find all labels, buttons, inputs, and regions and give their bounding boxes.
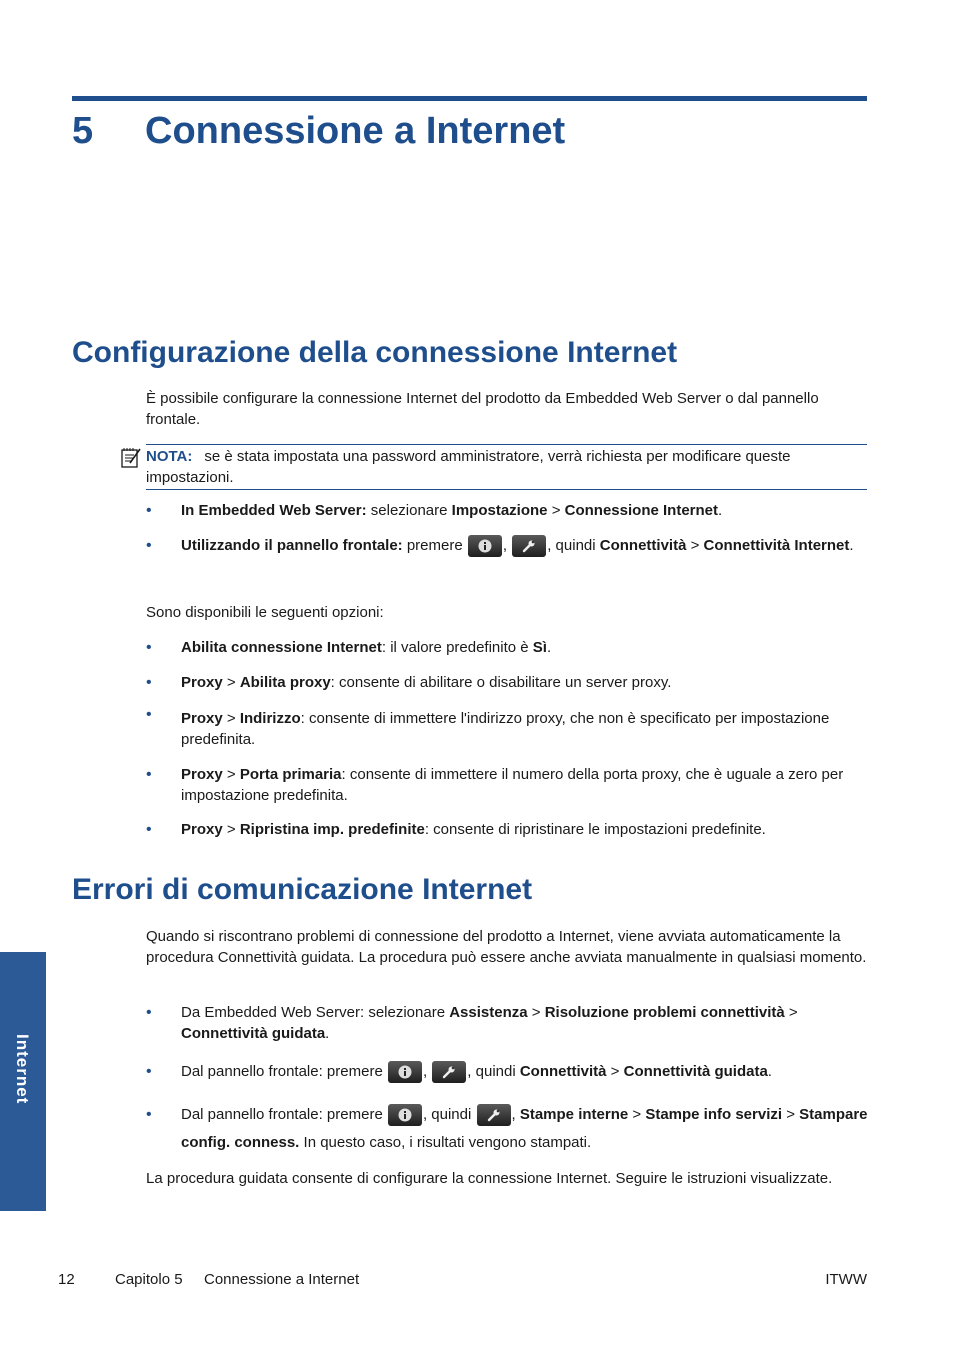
note-text: se è stata impostata una password amministratore, verrà richiesta per modificare queste impostazioni. — [146, 448, 791, 486]
wrench-button-icon — [477, 1104, 511, 1126]
list-item: • Abilita connessione Internet: il valore predefinito è Sì. — [146, 634, 868, 662]
wrench-button-icon — [512, 535, 546, 557]
list-item: • Utilizzando il pannello frontale: premere , , quindi Connettività > Connettività Internet. — [146, 532, 868, 560]
note-label: NOTA: — [146, 448, 193, 465]
chapter-top-rule — [72, 96, 867, 101]
note-icon — [120, 447, 142, 469]
side-tab-label: Internet — [13, 1034, 32, 1105]
section1-heading: Configurazione della connessione Internet — [72, 336, 678, 369]
list-item: • Dal pannello frontale: premere , , quindi Connettività > Connettività guidata. — [146, 1058, 868, 1086]
note-box — [146, 444, 867, 490]
list-item: • Proxy > Indirizzo: consente di immettere l'indirizzo proxy, che non è specificato per impostazione predefinita. — [146, 704, 868, 750]
section1-bullets — [146, 497, 868, 560]
footer-chapter-title: Connessione a Internet — [204, 1271, 360, 1288]
footer-chapter-label: Capitolo 5 — [115, 1271, 183, 1288]
list-item: • Proxy > Ripristina imp. predefinite: consente di ripristinare le impostazioni predefinite. — [146, 816, 868, 844]
list-item: • Da Embedded Web Server: selezionare Assistenza > Risoluzione problemi connettività > Connettività guidata. — [146, 1002, 868, 1044]
chapter-number: 5 — [72, 110, 94, 152]
section2-heading: Errori di comunicazione Internet — [72, 873, 533, 906]
section1-intro: È possibile configurare la connessione Internet del prodotto da Embedded Web Server o dal pannello frontale. — [146, 390, 819, 428]
info-button-icon — [388, 1061, 422, 1083]
list-item: • Dal pannello frontale: premere , quindi , Stampe interne > Stampe info servizi > Stampare config. conness. In questo caso, i risultati vengono stampati. — [146, 1101, 868, 1157]
chapter-heading — [72, 110, 565, 153]
options-intro: Sono disponibili le seguenti opzioni: — [146, 604, 384, 621]
side-tab — [0, 952, 46, 1211]
info-button-icon — [388, 1104, 422, 1126]
section2-closing: La procedura guidata consente di configurare la connessione Internet. Seguire le istruzioni visualizzate. — [146, 1170, 833, 1187]
list-item: • Proxy > Porta primaria: consente di immettere il numero della porta proxy, che è uguale a zero per impostazione predefinita. — [146, 764, 868, 806]
section2-bullets — [146, 1002, 868, 1157]
info-button-icon — [468, 535, 502, 557]
list-item: • Proxy > Abilita proxy: consente di abilitare o disabilitare un server proxy. — [146, 669, 868, 697]
chapter-title: Connessione a Internet — [145, 110, 566, 152]
options-list — [146, 634, 868, 844]
wrench-button-icon — [432, 1061, 466, 1083]
footer-locale: ITWW — [825, 1271, 867, 1288]
footer-page-number: 12 — [58, 1271, 75, 1288]
section2-intro: Quando si riscontrano problemi di connessione del prodotto a Internet, viene avviata automaticamente la procedura Connettività guidata. La procedura può essere anche avviata manualmente in qualsiasi momento. — [146, 928, 867, 966]
list-item: • In Embedded Web Server: selezionare Impostazione > Connessione Internet. — [146, 497, 868, 525]
